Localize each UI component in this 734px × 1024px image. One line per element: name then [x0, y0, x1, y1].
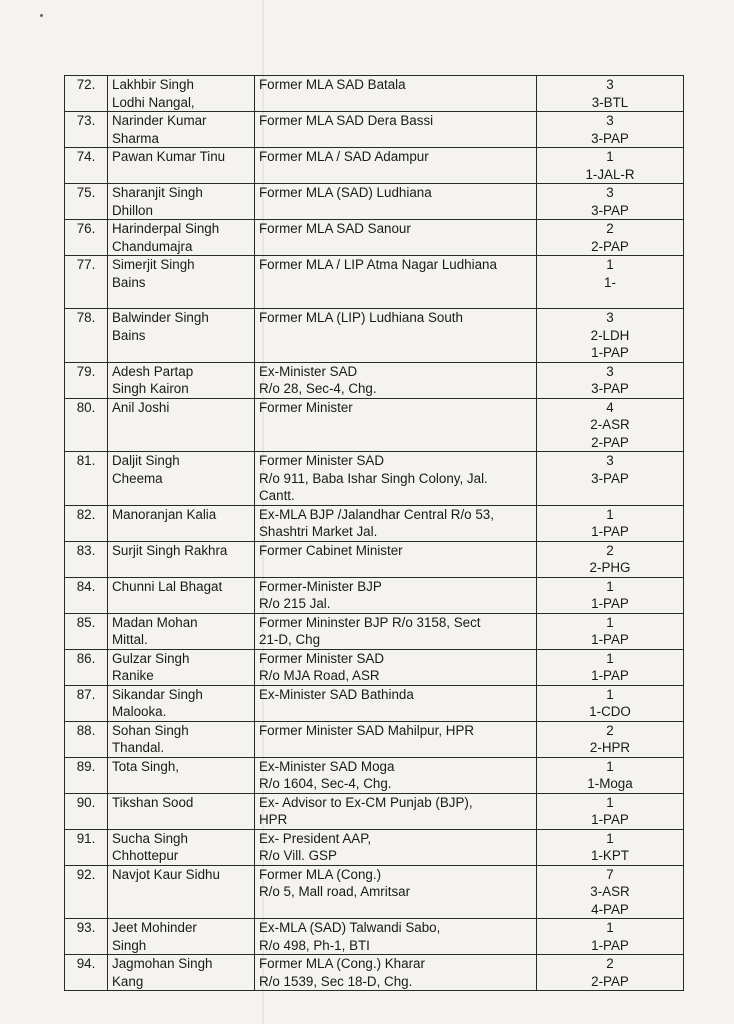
name-line: Lakhbir Singh — [112, 77, 194, 92]
designation-line: Ex-MLA BJP /Jalandhar Central R/o 53, — [259, 506, 494, 522]
security-count-cell — [537, 919, 684, 955]
table-row — [65, 76, 684, 112]
name-line: Thandal. — [112, 740, 165, 755]
security-count-line: 2-PHG — [589, 560, 631, 575]
security-count-line: 1 — [606, 506, 614, 522]
table-row — [65, 148, 684, 184]
security-count-line: 1-PAP — [591, 668, 629, 683]
designation-line: Former Cabinet Minister — [259, 542, 403, 558]
name-cell — [108, 721, 255, 757]
security-count-line: 3 — [606, 310, 614, 325]
designation-cell — [255, 865, 537, 919]
designation-cell — [255, 613, 537, 649]
security-count-cell — [537, 76, 684, 112]
designation-line: R/o 911, Baba Ishar Singh Colony, Jal. — [259, 470, 488, 486]
name-cell — [108, 613, 255, 649]
name-line: Dhillon — [112, 202, 153, 218]
name-line: Anil Joshi — [112, 399, 170, 415]
name-line: Harinderpal Singh — [112, 221, 220, 236]
name-cell — [108, 649, 255, 685]
name-line: Pawan Kumar Tinu — [112, 149, 226, 164]
name-cell — [108, 220, 255, 256]
table-row — [65, 256, 684, 309]
designation-cell — [255, 256, 537, 309]
security-count-cell — [537, 148, 684, 184]
designation-line: R/o Vill. GSP — [259, 848, 337, 863]
security-count-cell — [537, 112, 684, 148]
security-count-line: 1 — [606, 830, 614, 846]
designation-cell — [255, 148, 537, 184]
security-count-line: 1-PAP — [591, 937, 629, 953]
designation-line: Former MLA SAD Batala — [259, 77, 406, 92]
security-count-line: 1-JAL-R — [585, 166, 635, 182]
table-row — [65, 649, 684, 685]
name-cell — [108, 184, 255, 220]
security-count-cell — [537, 649, 684, 685]
name-line: Sharma — [112, 130, 159, 146]
security-count-cell — [537, 955, 684, 991]
roster-table — [64, 75, 684, 991]
security-count-cell — [537, 721, 684, 757]
security-count-line: 3-PAP — [591, 381, 629, 396]
serial-number-cell: 76. — [65, 220, 108, 256]
name-line: Narinder Kumar — [112, 113, 207, 128]
serial-number-cell: 85. — [65, 613, 108, 649]
security-count-cell — [537, 541, 684, 577]
security-count-cell — [537, 865, 684, 919]
name-cell — [108, 398, 255, 452]
security-count-line: 3-BTL — [591, 94, 629, 110]
designation-cell — [255, 919, 537, 955]
designation-cell — [255, 541, 537, 577]
security-count-line: 2-PAP — [591, 434, 629, 450]
security-count-cell — [537, 829, 684, 865]
security-count-line: 3 — [606, 363, 614, 379]
security-count-cell — [537, 757, 684, 793]
security-count-line: 3 — [606, 77, 614, 92]
security-count-cell — [537, 362, 684, 398]
security-count-line: 2-PAP — [591, 973, 629, 989]
serial-number-cell: 94. — [65, 955, 108, 991]
designation-line: Former MLA (Cong.) Kharar — [259, 956, 425, 971]
security-count-cell — [537, 452, 684, 506]
designation-cell — [255, 505, 537, 541]
security-count-cell — [537, 793, 684, 829]
name-cell — [108, 505, 255, 541]
serial-number-cell: 74. — [65, 148, 108, 184]
name-line: Madan Mohan — [112, 614, 198, 630]
name-line: Lodhi Nangal, — [112, 94, 195, 110]
designation-cell — [255, 685, 537, 721]
designation-line: HPR — [259, 812, 288, 827]
serial-number-cell: 86. — [65, 649, 108, 685]
designation-line: R/o 498, Ph-1, BTI — [259, 937, 370, 953]
name-line: Singh Kairon — [112, 381, 189, 396]
security-count-line: 2 — [606, 956, 614, 971]
table-row — [65, 220, 684, 256]
security-count-cell — [537, 256, 684, 309]
security-count-line: 2-ASR — [590, 417, 630, 432]
name-line: Sharanjit Singh — [112, 185, 203, 200]
security-count-line: 1 — [606, 578, 614, 594]
table-row — [65, 541, 684, 577]
name-line: Balwinder Singh — [112, 310, 209, 325]
table-row — [65, 955, 684, 991]
serial-number-cell: 83. — [65, 541, 108, 577]
security-count-line: 3-PAP — [591, 130, 629, 146]
name-cell — [108, 309, 255, 363]
name-line: Sucha Singh — [112, 830, 188, 846]
name-line: Chunni Lal Bhagat — [112, 578, 223, 594]
serial-number-cell: 75. — [65, 184, 108, 220]
name-cell — [108, 685, 255, 721]
name-cell — [108, 955, 255, 991]
security-count-line: 3-ASR — [590, 884, 630, 899]
designation-line: R/o 1539, Sec 18-D, Chg. — [259, 973, 413, 989]
designation-line: Cantt. — [259, 488, 295, 503]
designation-line: R/o 215 Jal. — [259, 596, 331, 611]
serial-number-cell: 72. — [65, 76, 108, 112]
designation-cell — [255, 398, 537, 452]
name-line: Cheema — [112, 470, 163, 486]
designation-cell — [255, 577, 537, 613]
serial-number-cell: 82. — [65, 505, 108, 541]
security-count-line: 1 — [606, 758, 614, 774]
security-count-line: 2-LDH — [590, 327, 630, 343]
serial-number-cell: 89. — [65, 757, 108, 793]
name-cell — [108, 577, 255, 613]
security-count-line: 3-PAP — [591, 470, 629, 486]
name-line: Manoranjan Kalia — [112, 506, 217, 522]
table-row — [65, 757, 684, 793]
designation-line: Former Minister SAD — [259, 650, 384, 666]
security-count-cell — [537, 685, 684, 721]
designation-line: R/o MJA Road, ASR — [259, 668, 380, 683]
serial-number-cell: 79. — [65, 362, 108, 398]
designation-line: Shashtri Market Jal. — [259, 524, 378, 539]
name-line: Jagmohan Singh — [112, 956, 213, 971]
security-count-line: 1-PAP — [591, 632, 629, 647]
security-count-line: 3 — [606, 453, 614, 468]
name-line: Bains — [112, 274, 146, 290]
table-row — [65, 865, 684, 919]
security-count-cell — [537, 398, 684, 452]
table-row — [65, 112, 684, 148]
name-line: Jeet Mohinder — [112, 920, 197, 935]
serial-number-cell: 84. — [65, 577, 108, 613]
security-count-line: 1-KPT — [591, 848, 629, 863]
table-row — [65, 452, 684, 506]
name-line: Simerjit Singh — [112, 257, 195, 272]
name-line: Daljit Singh — [112, 453, 180, 468]
table-row — [65, 919, 684, 955]
serial-number-cell: 90. — [65, 793, 108, 829]
name-cell — [108, 76, 255, 112]
name-line: Malooka. — [112, 704, 167, 719]
designation-line: Former MLA / SAD Adampur — [259, 149, 429, 164]
security-count-cell — [537, 309, 684, 363]
table-row — [65, 309, 684, 363]
security-count-line: 3 — [606, 113, 614, 128]
designation-line: Former MLA SAD Sanour — [259, 221, 411, 236]
designation-line: R/o 28, Sec-4, Chg. — [259, 381, 377, 396]
designation-cell — [255, 955, 537, 991]
designation-line: Former MLA / LIP Atma Nagar Ludhiana — [259, 257, 497, 272]
designation-line: Former MLA SAD Dera Bassi — [259, 113, 434, 128]
name-line: Surjit Singh Rakhra — [112, 542, 228, 558]
table-row — [65, 793, 684, 829]
table-row — [65, 685, 684, 721]
name-cell — [108, 148, 255, 184]
scan-speck — [40, 14, 43, 17]
security-count-line: 2 — [606, 542, 614, 558]
serial-number-cell: 91. — [65, 829, 108, 865]
serial-number-cell: 93. — [65, 919, 108, 955]
security-count-cell — [537, 613, 684, 649]
designation-cell — [255, 362, 537, 398]
name-line: Chhottepur — [112, 848, 179, 863]
name-line: Kang — [112, 973, 144, 989]
designation-line: Ex-Minister SAD Moga — [259, 758, 395, 774]
designation-line: Former Mininster BJP R/o 3158, Sect — [259, 614, 481, 630]
name-line: Adesh Partap — [112, 363, 194, 379]
name-line: Sikandar Singh — [112, 686, 203, 702]
security-count-line: 1- — [604, 274, 616, 290]
designation-line: Ex- Advisor to Ex-CM Punjab (BJP), — [259, 794, 473, 810]
security-count-line: 1 — [606, 794, 614, 810]
serial-number-cell: 77. — [65, 256, 108, 309]
roster-body — [65, 76, 684, 991]
name-cell — [108, 362, 255, 398]
name-cell — [108, 757, 255, 793]
security-count-line: 3 — [606, 185, 614, 200]
security-count-line: 2-HPR — [589, 740, 631, 755]
designation-line: Former Minister — [259, 399, 353, 415]
designation-cell — [255, 793, 537, 829]
security-count-cell — [537, 505, 684, 541]
designation-line: Former Minister SAD — [259, 453, 384, 468]
name-line: Singh — [112, 937, 147, 953]
security-count-line: 4 — [606, 399, 614, 415]
security-count-line: 1-CDO — [589, 704, 631, 719]
security-count-line: 1 — [606, 257, 614, 272]
designation-line: Former MLA (LIP) Ludhiana South — [259, 310, 463, 325]
security-count-line: 4-PAP — [591, 901, 629, 917]
name-cell — [108, 793, 255, 829]
security-count-line: 1 — [606, 686, 614, 702]
serial-number-cell: 92. — [65, 865, 108, 919]
security-count-line: 3-PAP — [591, 202, 629, 218]
serial-number-cell: 78. — [65, 309, 108, 363]
name-cell — [108, 919, 255, 955]
designation-line: Ex-Minister SAD Bathinda — [259, 686, 414, 702]
name-line: Mittal. — [112, 632, 148, 647]
designation-line: R/o 1604, Sec-4, Chg. — [259, 776, 392, 791]
designation-cell — [255, 452, 537, 506]
designation-cell — [255, 309, 537, 363]
security-count-line: 1-PAP — [591, 812, 629, 827]
security-count-line: 1 — [606, 149, 614, 164]
security-count-line: 1-Moga — [587, 776, 633, 791]
table-row — [65, 505, 684, 541]
designation-line: Ex-Minister SAD — [259, 363, 358, 379]
table-row — [65, 398, 684, 452]
designation-line: Former MLA (SAD) Ludhiana — [259, 185, 432, 200]
name-cell — [108, 452, 255, 506]
serial-number-cell: 87. — [65, 685, 108, 721]
security-count-line: 1 — [606, 614, 614, 630]
table-row — [65, 721, 684, 757]
name-line: Gulzar Singh — [112, 650, 190, 666]
serial-number-cell: 88. — [65, 721, 108, 757]
name-cell — [108, 829, 255, 865]
designation-cell — [255, 757, 537, 793]
security-count-line: 2 — [606, 722, 614, 738]
security-count-line: 1-PAP — [591, 345, 629, 360]
table-row — [65, 613, 684, 649]
designation-line: Former Minister SAD Mahilpur, HPR — [259, 722, 475, 738]
name-line: Sohan Singh — [112, 722, 189, 738]
designation-line: Ex-MLA (SAD) Talwandi Sabo, — [259, 920, 441, 935]
security-count-cell — [537, 220, 684, 256]
name-line: Tota Singh, — [112, 758, 179, 774]
designation-cell — [255, 721, 537, 757]
designation-cell — [255, 649, 537, 685]
serial-number-cell: 81. — [65, 452, 108, 506]
security-count-line: 2 — [606, 221, 614, 236]
security-count-line: 7 — [606, 866, 614, 882]
name-line: Ranike — [112, 668, 154, 683]
security-count-cell — [537, 184, 684, 220]
designation-cell — [255, 112, 537, 148]
security-count-line: 2-PAP — [591, 238, 629, 254]
security-count-line: 1-PAP — [591, 596, 629, 611]
security-count-line: 1 — [606, 650, 614, 666]
designation-cell — [255, 220, 537, 256]
name-line: Navjot Kaur Sidhu — [112, 866, 220, 882]
name-cell — [108, 865, 255, 919]
serial-number-cell: 80. — [65, 398, 108, 452]
designation-line: R/o 5, Mall road, Amritsar — [259, 884, 411, 899]
designation-cell — [255, 184, 537, 220]
name-cell — [108, 256, 255, 309]
designation-line: Ex- President AAP, — [259, 830, 372, 846]
table-row — [65, 577, 684, 613]
designation-cell — [255, 829, 537, 865]
name-line: Chandumajra — [112, 238, 193, 254]
security-count-line: 1 — [606, 920, 614, 935]
serial-number-cell: 73. — [65, 112, 108, 148]
name-cell — [108, 541, 255, 577]
name-line: Bains — [112, 327, 146, 343]
designation-line: Former MLA (Cong.) — [259, 866, 382, 882]
designation-cell — [255, 76, 537, 112]
name-cell — [108, 112, 255, 148]
security-count-line: 1-PAP — [591, 524, 629, 539]
name-line: Tikshan Sood — [112, 794, 194, 810]
table-row — [65, 362, 684, 398]
table-row — [65, 829, 684, 865]
table-row — [65, 184, 684, 220]
security-count-cell — [537, 577, 684, 613]
designation-line: 21-D, Chg — [259, 632, 321, 647]
designation-line: Former-Minister BJP — [259, 578, 382, 594]
